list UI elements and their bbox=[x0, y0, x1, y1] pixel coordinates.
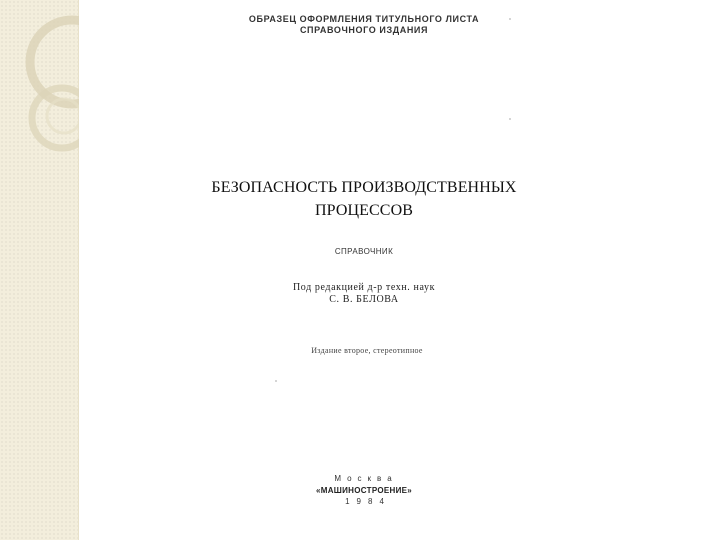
publication-year: 1984 bbox=[345, 497, 391, 506]
scan-speck bbox=[275, 380, 277, 382]
scan-speck bbox=[509, 18, 511, 20]
title-page-scan bbox=[79, 0, 720, 540]
publisher-name: «МАШИНОСТРОЕНИЕ» bbox=[315, 486, 413, 495]
book-title-line1: БЕЗОПАСНОСТЬ ПРОИЗВОДСТВЕННЫХ bbox=[211, 179, 517, 196]
scan-speck bbox=[509, 118, 511, 120]
publication-city: Москва bbox=[334, 474, 398, 483]
sample-caption-line2: СПРАВОЧНОГО ИЗДАНИЯ bbox=[299, 25, 429, 35]
editor-name: С. В. БЕЛОВА bbox=[329, 294, 399, 305]
book-title-line2: ПРОЦЕССОВ bbox=[314, 202, 414, 219]
document-type: СПРАВОЧНИК bbox=[334, 247, 394, 256]
sample-caption-line1: ОБРАЗЕЦ ОФОРМЛЕНИЯ ТИТУЛЬНОГО ЛИСТА bbox=[248, 14, 480, 24]
edition-note: Издание второе, стереотипное bbox=[311, 346, 423, 355]
editor-line1: Под редакцией д-р техн. наук bbox=[292, 282, 436, 293]
decorative-side-band bbox=[0, 0, 79, 540]
